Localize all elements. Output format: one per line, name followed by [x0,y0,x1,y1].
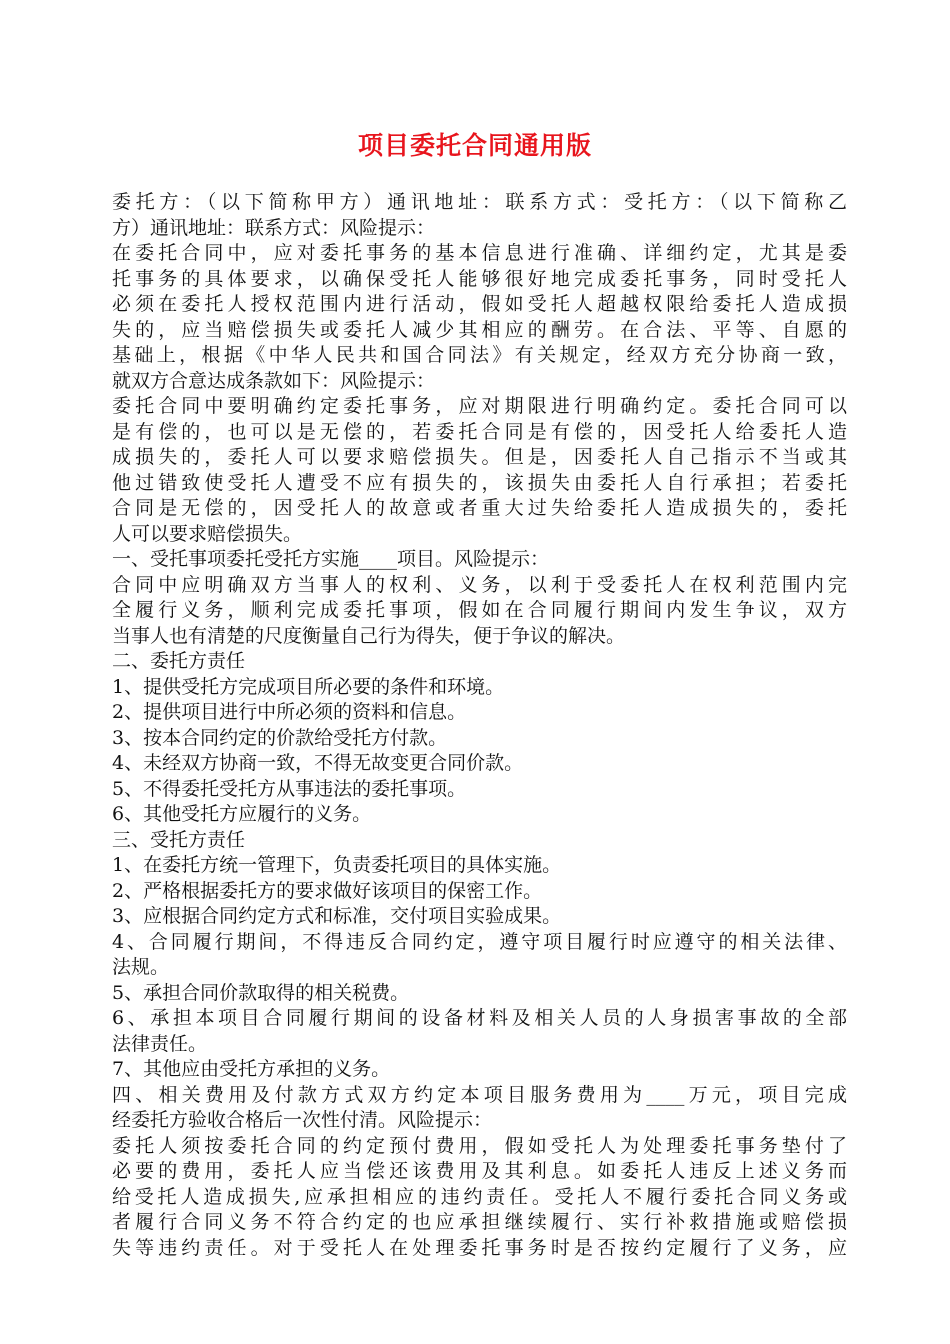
text-line: 人可以要求赔偿损失。 [112,522,303,545]
text-line: 三、受托方责任 [112,828,246,851]
text-line: 经委托方验收合格后一次性付清。风险提示： [112,1109,493,1131]
text-line: 在委托合同中，应对委托事务的基本信息进行准确、详细约定，尤其是委 [112,242,847,264]
text-line: 一、受托事项委托受托方实施____项目。风险提示： [112,548,550,570]
text-line: 当事人也有清楚的尺度衡量自己行为得失，便于争议的解决。 [112,624,626,647]
text-line: 给受托人造成损失,应承担相应的违约责任。受托人不履行委托合同义务或 [112,1185,847,1208]
text-line: 6、承担本项目合同履行期间的设备材料及相关人员的人身损害事故的全部 [112,1007,847,1029]
text-line: 5、不得委托受托方从事违法的委托事项。 [112,777,467,800]
text-line: 就双方合意达成条款如下：风险提示： [112,369,436,392]
text-line: 成损失的，委托人可以要求赔偿损失。但是，因委托人自己指示不当或其 [112,446,847,468]
text-line: 必须在委托人授权范围内进行活动，假如受托人超越权限给委托人造成损 [112,293,847,315]
text-line: 2、提供项目进行中所必须的资料和信息。 [112,701,467,723]
text-line: 者履行合同义务不符合约定的也应承担继续履行、实行补救措施或赔偿损 [112,1211,847,1233]
text-line: 二、委托方责任 [112,650,246,672]
text-line: 方）通讯地址：联系方式：风险提示： [112,216,436,239]
text-line: 基础上，根据《中华人民共和国合同法》有关规定，经双方充分协商一致， [112,344,847,366]
text-line: 失等违约责任。对于受托人在处理委托事务时是否按约定履行了义务，应 [112,1236,847,1259]
text-line: 5、承担合同价款取得的相关税费。 [112,981,410,1004]
text-line: 7、其他应由受托方承担的义务。 [112,1058,391,1080]
document-body [112,190,847,1261]
text-line: 委托合同中要明确约定委托事务，应对期限进行明确约定。委托合同可以 [112,395,847,417]
text-line: 是有偿的，也可以是无偿的，若委托合同是有偿的，因受托人给委托人造 [112,420,847,443]
text-line: 4、合同履行期间，不得违反合同约定，遵守项目履行时应遵守的相关法律、 [112,930,847,953]
text-line: 失的，应当赔偿损失或委托人减少其相应的酬劳。在合法、平等、自愿的 [112,318,847,341]
text-line: 全履行义务，顺利完成委托事项，假如在合同履行期间内发生争议，双方 [112,599,847,621]
text-line: 1、在委托方统一管理下，负责委托项目的具体实施。 [112,854,562,876]
text-line: 四、相关费用及付款方式双方约定本项目服务费用为____万元，项目完成 [112,1083,847,1106]
text-line: 4、未经双方协商一致，不得无故变更合同价款。 [112,752,524,774]
text-line: 法律责任。 [112,1032,208,1055]
text-line: 他过错致使受托人遭受不应有损失的，该损失由委托人自行承担；若委托 [112,471,847,494]
text-line: 3、按本合同约定的价款给受托方付款。 [112,726,448,749]
text-line: 3、应根据合同约定方式和标准，交付项目实验成果。 [112,905,562,927]
text-line: 委托人须按委托合同的约定预付费用，假如受托人为处理委托事务垫付了 [112,1134,847,1157]
text-line: 托事务的具体要求，以确保受托人能够很好地完成委托事务，同时受托人 [112,267,847,290]
text-line: 1、提供受托方完成项目所必要的条件和环境。 [112,675,505,698]
text-line: 法规。 [112,956,170,978]
text-line: 必要的费用，委托人应当偿还该费用及其利息。如委托人违反上述义务而 [112,1160,847,1182]
text-line: 6、其他受托方应履行的义务。 [112,803,372,825]
text-line: 合同中应明确双方当事人的权利、义务，以利于受委托人在权利范围内完 [112,573,847,596]
document-title: 项目委托合同通用版 [357,131,592,160]
text-line: 委托方：（以下简称甲方）通讯地址：联系方式：受托方：（以下简称乙 [112,191,847,213]
text-line: 合同是无偿的，因受托人的故意或者重大过失给委托人造成损失的，委托 [112,497,847,519]
text-line: 2、严格根据委托方的要求做好该项目的保密工作。 [112,879,543,902]
